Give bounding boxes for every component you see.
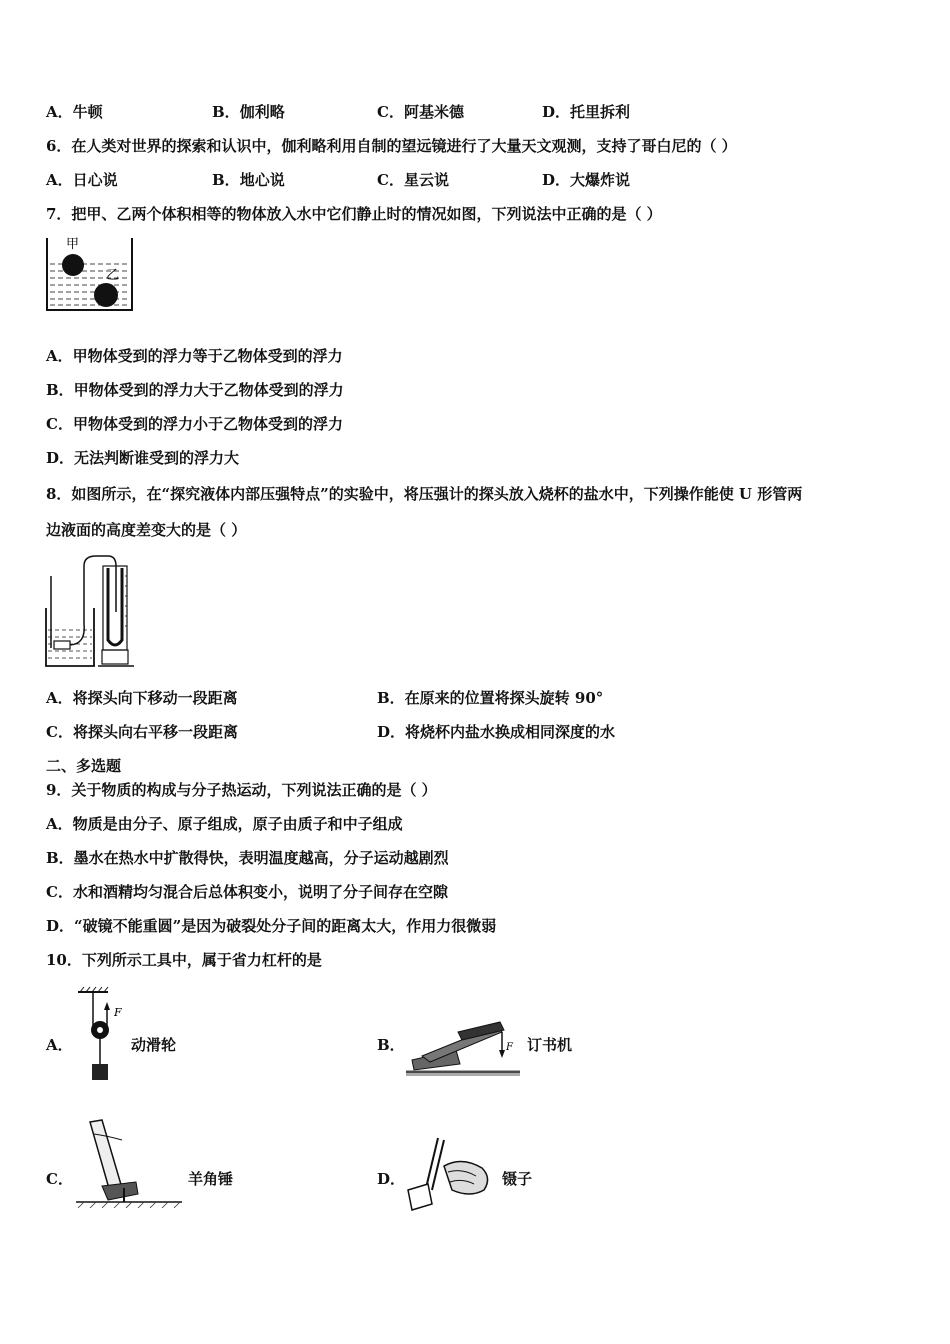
claw-hammer-figure [74,1116,184,1214]
q9-option-c: C．水和酒精均匀混合后总体积变小，说明了分子间存在空隙 [46,883,448,901]
section-title: 二、多选题 [46,757,122,775]
q6-option-b: B．地心说 [212,171,285,189]
q6-option-c: C．星云说 [377,171,449,189]
force-label-b: F [506,1042,513,1053]
q6-stem: 6．在人类对世界的探索和认识中，伽利略利用自制的望远镜进行了大量天文观测，支持了哥白尼的（ ） [46,137,737,155]
q8-option-d: D．将烧杯内盐水换成相同深度的水 [377,723,616,741]
label-jia: 甲 [66,237,80,252]
q10-option-c-key: C． [46,1170,73,1188]
q7-option-d: D．无法判断谁受到的浮力大 [46,449,240,467]
q8-option-a: A．将探头向下移动一段距离 [46,689,238,707]
q8-stem-line2: 边液面的高度差变大的是（ ） [46,521,247,539]
pulley-figure [74,986,128,1086]
q9-option-a: A．物质是由分子、原子组成，原子由质子和中子组成 [46,815,403,833]
q7-option-b: B．甲物体受到的浮力大于乙物体受到的浮力 [46,381,344,399]
q5-option-c: C．阿基米德 [377,103,464,121]
q7-stem: 7．把甲、乙两个体积相等的物体放入水中它们静止时的情况如图，下列说法中正确的是（ ） [46,205,662,223]
stapler-figure [404,1012,522,1080]
q5-option-d: D．托里拆利 [542,103,631,121]
q7-water-tank-figure [44,234,138,314]
q10-option-a-key: A． [46,1036,73,1054]
q8-pressure-gauge-figure [42,552,138,670]
label-yi: 乙 [106,268,120,283]
q6-option-a: A．日心说 [46,171,118,189]
q8-option-c: C．将探头向右平移一段距离 [46,723,238,741]
q5-option-b: B．伽利略 [212,103,285,121]
q7-option-c: C．甲物体受到的浮力小于乙物体受到的浮力 [46,415,343,433]
tweezers-figure [404,1132,496,1216]
q10-option-c-text: 羊角锤 [188,1170,234,1188]
q6-option-d: D．大爆炸说 [542,171,631,189]
q10-option-b-text: 订书机 [527,1036,573,1054]
q5-option-a: A．牛顿 [46,103,103,121]
force-label-a: F [114,1006,122,1019]
q8-stem-line1: 8．如图所示，在“探究液体内部压强特点”的实验中，将压强计的探头放入烧杯的盐水中，下列操作能使 U 形管两 [46,485,803,503]
q10-option-b-key: B． [377,1036,405,1054]
q10-option-d-text: 镊子 [502,1170,533,1188]
q9-option-d: D．“破镜不能重圆”是因为破裂处分子间的距离太大，作用力很微弱 [46,917,497,935]
q8-option-b: B．在原来的位置将探头旋转 90° [377,689,604,707]
q9-option-b: B．墨水在热水中扩散得快，表明温度越高，分子运动越剧烈 [46,849,449,867]
q10-option-a-text: 动滑轮 [131,1036,177,1054]
q9-stem: 9．关于物质的构成与分子热运动，下列说法正确的是（ ） [46,781,437,799]
q10-stem: 10．下列所示工具中，属于省力杠杆的是 [46,951,322,969]
q10-option-d-key: D． [377,1170,406,1188]
q7-option-a: A．甲物体受到的浮力等于乙物体受到的浮力 [46,347,343,365]
